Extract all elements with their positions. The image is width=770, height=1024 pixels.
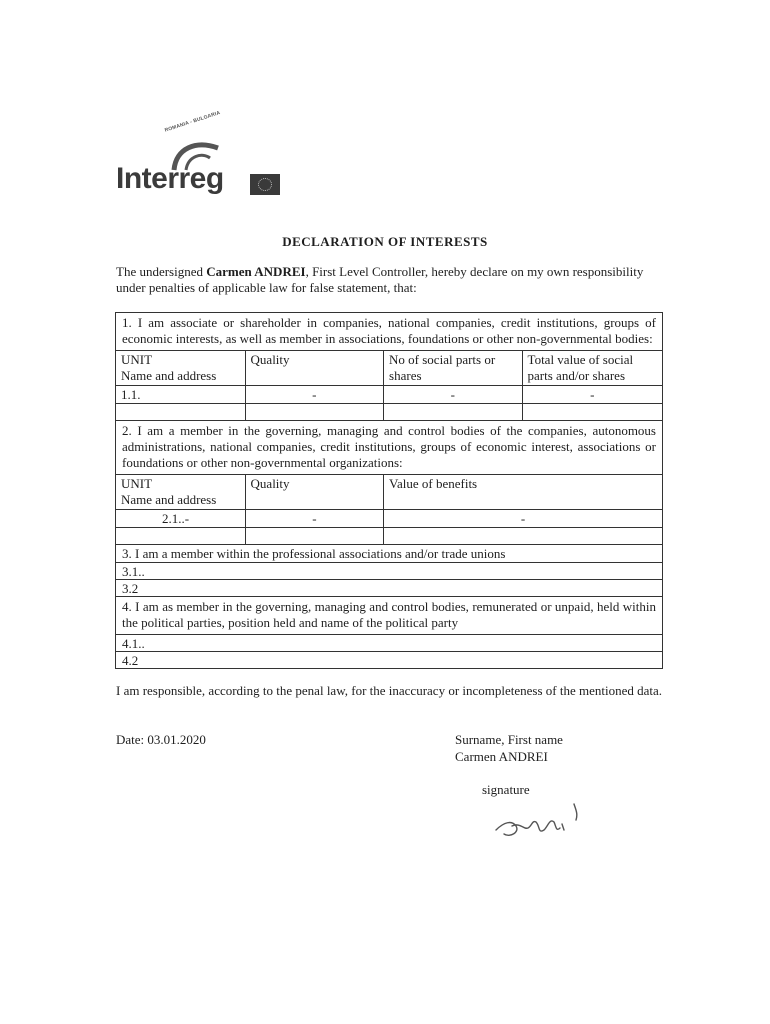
header-quality: Quality xyxy=(245,475,384,509)
list-item: 4.1.. xyxy=(116,634,662,651)
section-2-header-row xyxy=(116,474,662,509)
cell: 1.1. xyxy=(121,387,141,402)
header-value-of-benefits: Value of benefits xyxy=(383,475,662,509)
date-line: Date: 03.01.2020 xyxy=(116,732,206,747)
section-1 xyxy=(115,312,663,420)
section-2 xyxy=(115,420,663,544)
section-2-text: 2. I am a member in the governing, managing and control bodies of the companies, autonomous administrations, national companies, credit institutions, groups of economic interest, associations or foundations or other non-governmental organizations: xyxy=(122,423,656,470)
intro-paragraph xyxy=(116,264,664,296)
section-1-header-row xyxy=(116,350,662,385)
header-unit: UNIT Name and address xyxy=(121,352,217,383)
cell: 2.1..- xyxy=(162,511,190,526)
name-label: Surname, First name xyxy=(455,732,563,747)
logo-wordmark: Interreg xyxy=(116,162,224,195)
closing-statement: I am responsible, according to the penal law, for the inaccuracy or incompleteness of the mentioned data. xyxy=(116,683,663,698)
intro-prefix: The undersigned xyxy=(116,264,207,279)
list-item: 4.2 xyxy=(116,651,662,668)
signature-label: signature xyxy=(482,782,530,797)
table-row xyxy=(116,385,662,403)
section-4 xyxy=(115,596,663,669)
signatory-name: Carmen ANDREI xyxy=(455,749,548,764)
cell: - xyxy=(245,510,383,527)
header-shares: No of social parts or shares xyxy=(383,351,522,385)
header-total-value: Total value of social parts and/or shares xyxy=(522,351,662,385)
declaration-form xyxy=(115,312,663,669)
cell xyxy=(383,404,522,420)
cell: - xyxy=(383,510,662,527)
cell xyxy=(116,404,245,420)
header-quality: Quality xyxy=(245,351,384,385)
cell xyxy=(383,528,662,544)
cell: - xyxy=(522,386,662,403)
declarant-name: Carmen ANDREI xyxy=(206,264,306,279)
section-1-text: 1. I am associate or shareholder in companies, national companies, credit institutions, groups of economic interests, as well as member in associations, foundations or other non-governmental bodies: xyxy=(122,315,656,346)
cell xyxy=(522,404,662,420)
page-title: DECLARATION OF INTERESTS xyxy=(282,234,488,249)
list-item: 3.1.. xyxy=(116,562,662,579)
logo-program-text: ROMANIA - BULGARIA xyxy=(164,110,222,134)
intro-suffix: , First Level Controller, hereby declare on my own responsibility under penalties of applicable law for false statement, that: xyxy=(116,264,644,295)
handwritten-signature-icon xyxy=(490,800,590,848)
list-item: 3.2 xyxy=(116,579,662,596)
table-row-empty xyxy=(116,527,662,544)
cell: - xyxy=(245,386,384,403)
table-row xyxy=(116,509,662,527)
interreg-logo xyxy=(116,110,288,204)
table-row-empty xyxy=(116,403,662,420)
header-unit: UNIT Name and address xyxy=(121,476,217,507)
eu-flag-icon xyxy=(250,174,280,195)
cell xyxy=(116,528,245,544)
cell xyxy=(245,528,384,544)
section-4-text: 4. I am as member in the governing, managing and control bodies, remunerated or unpaid, held within the political parties, position held and name of the political party xyxy=(122,599,656,630)
section-3-text: 3. I am a member within the professional associations and/or trade unions xyxy=(122,546,506,561)
section-3 xyxy=(115,544,663,596)
cell: - xyxy=(383,386,522,403)
cell xyxy=(245,404,384,420)
